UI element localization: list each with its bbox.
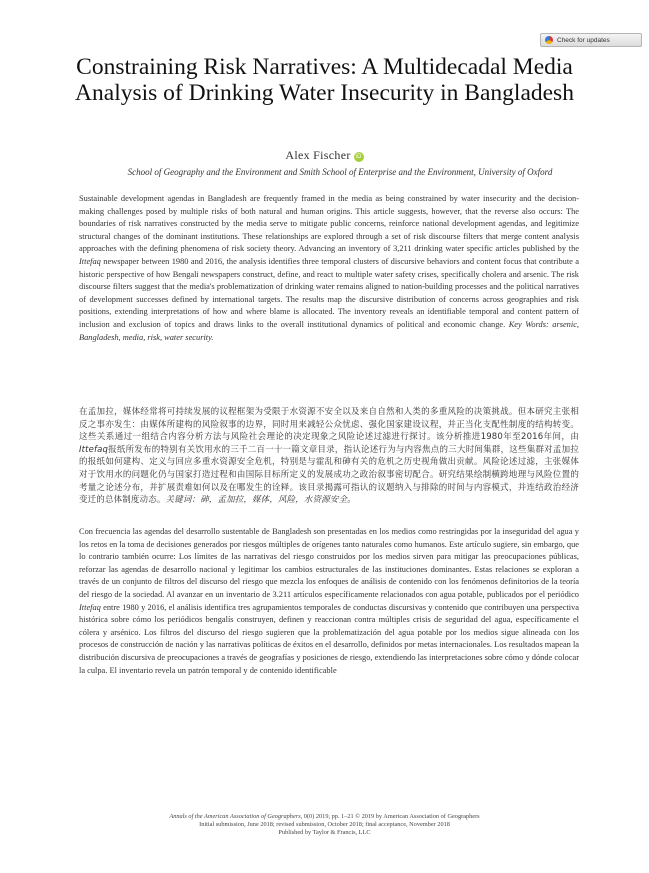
abstract-en-journal: Ittefaq [79,256,101,266]
footer-citation [60,813,589,821]
author-name: Alex Fischer [285,148,351,162]
abstract-zh-text-1: 在孟加拉，媒体经常将可持续发展的议程框架为受限于水资源不安全以及来自自然和人类的多重风险的决策挑战。但本研究主张相反之事亦发生：由媒体所建构的风险叙事的边界，同时用来减轻公众忧虑、强化国家建设议程，并正当化支配性制度的结构转变。这些关系通过一组结合内容分析方法与风险社会理论的决定现象之风险论述过滤进行探讨。该分析推进1980年至2016年间，由 [79,407,579,443]
author-line [0,148,649,163]
abstract-english [79,193,579,344]
abstract-spanish [79,526,579,677]
abstract-zh-keywords-label: 关键词： [165,495,201,506]
footer-publisher: Published by Taylor & Francis, LLC [278,829,371,837]
footer-submission-dates: Initial submission, June 2018; revised submission, October 2018; final acceptance, November 2018 [199,821,450,829]
article-title: Constraining Risk Narratives: A Multidecadal Media Analysis of Drinking Water Insecurity in Bangladesh [75,54,574,106]
abstract-zh-journal: Ittefaq [79,444,109,455]
footer-journal-info: , 0(0) 2019, pp. 1–21 © 2019 by American Association of Geographers [300,813,480,820]
orcid-icon[interactable]: iD [355,154,362,160]
crossmark-icon [545,36,553,44]
footer-journal-name: Annals of the American Association of Geographers [169,813,301,820]
author-affiliation: School of Geography and the Environment and Smith School of Enterprise and the Environment, University of Oxford [127,167,553,177]
abstract-en-keywords-label: Key Words: [508,319,549,329]
abstract-en-text-2: newspaper between 1980 and 2016, the analysis identifies three temporal clusters of discursive behaviors and content focus that contribute a historic perspective of how Bengali newspapers construct, define, and react to multiple water safety crises, specifically cholera and arsenic. The risk discourse filters suggest that the media's problematization of drinking water remains aligned to nation-building processes and the political narratives of development successes defined by international targets. The results map the discursive distribution of concerns across geographies and risk positions, extending interpretations of how and where blame is allocated. The inventory reveals an identifiable temporal and content pattern of inclusion and exclusion of topics and draws links to the overall institutional dynamics of political and economic change. [79,256,579,329]
abstract-es-text-1: Con frecuencia las agendas del desarrollo sustentable de Bangladesh son presentadas en los medios como restringidas por la inseguridad del agua y los retos en la toma de decisiones generados por riesgos múltiples de orígenes tanto naturales como humanos. Este artículo sugiere, sin embargo, que lo contrario también ocurre: Los límites de las narrativas del riesgo construidos por los medios sirven para mitigar las preocupaciones públicas, reforzar las agendas de desarrollo nacional y legitimar los cambios estructurales de las instituciones dominantes. Estas relaciones se exploran a través de un conjunto de filtros del discurso del riesgo que mezcla los enfoques de análisis de contenido con los fenómenos definitorios de la teoría del riesgo de la sociedad. Al avanzar en un inventario de 3.211 artículos específicamente relacionados con agua potable, publicados por el periódico [79,527,579,599]
check-for-updates-button[interactable] [540,33,642,47]
page-footer [60,813,589,838]
abstract-en-text-1: Sustainable development agendas in Bangladesh are frequently framed in the media as being constrained by water insecurity and the decision-making challenges posed by multiple risks of both natural and human origins. This article suggests, however, that the reverse also occurs: The boundaries of risk narratives constructed by the media serve to mitigate public concerns, reinforce national development agendas, and legitimize structural changes of the dominant institutions. These relationships are explored through a set of risk discourse filters that merge content analysis approaches with the defining phenomena of risk society theory. Advancing an inventory of 3,211 drinking water specific articles published by the [79,194,579,254]
abstract-es-text-2: entre 1980 y 2016, el análisis identifica tres agrupamientos temporales de conductas discursivas y contenido que contribuyen una perspectiva histórica sobre cómo los periódicos bengalís construyen, definen y reaccionan contra múltiples crisis de seguridad del agua, específicamente el cólera y arsénico. Los filtros del discurso del riesgo sugieren que la problematización del agua potable por los medios sigue alineada con los procesos de construcción de nación y las narrativas políticas de éxitos en el desarrollo, definidos por metas internacionales. Los resultados mapean la distribución discursiva de preocupaciones a través de geografías y posiciones de riesgo, extendiendo las interpretaciones sobre cómo y dónde colocar la culpa. El inventario revela un patrón temporal y de contenido identificable [79,602,580,675]
abstract-zh-keywords: 砷，孟加拉，媒体，风险，水资源安全。 [200,495,356,506]
abstract-zh-text-2: 报纸所发布的特别有关饮用水的三千二百一十一篇文章目录，指认论述行为与内容焦点的三大时间集群，这些集群对孟加拉的报纸如何建构、定义与回应多重水资源安全危机，特别是与霍乱和砷有关的危机之历史视角做出贡献。风险论述过滤，主张媒体对于饮用水的问题化仍与国家打造过程和由国际目标所定义的发展成功之政治叙事密切配合。研究结果绘制横跨地理与风险位置的考量之论述分布，并扩展责难如何以及在哪发生的诠释。该目录揭露可指认的议题纳入与排除的时间与内容模式，并连结政治经济变迁的总体制度动态。 [79,444,579,506]
abstract-es-journal: Ittefaq [79,602,101,612]
abstract-chinese [79,406,579,507]
abstract-en-keywords: arsenic, Bangladesh, media, risk, water security. [79,319,579,342]
check-for-updates-label: Check for updates [557,36,610,44]
